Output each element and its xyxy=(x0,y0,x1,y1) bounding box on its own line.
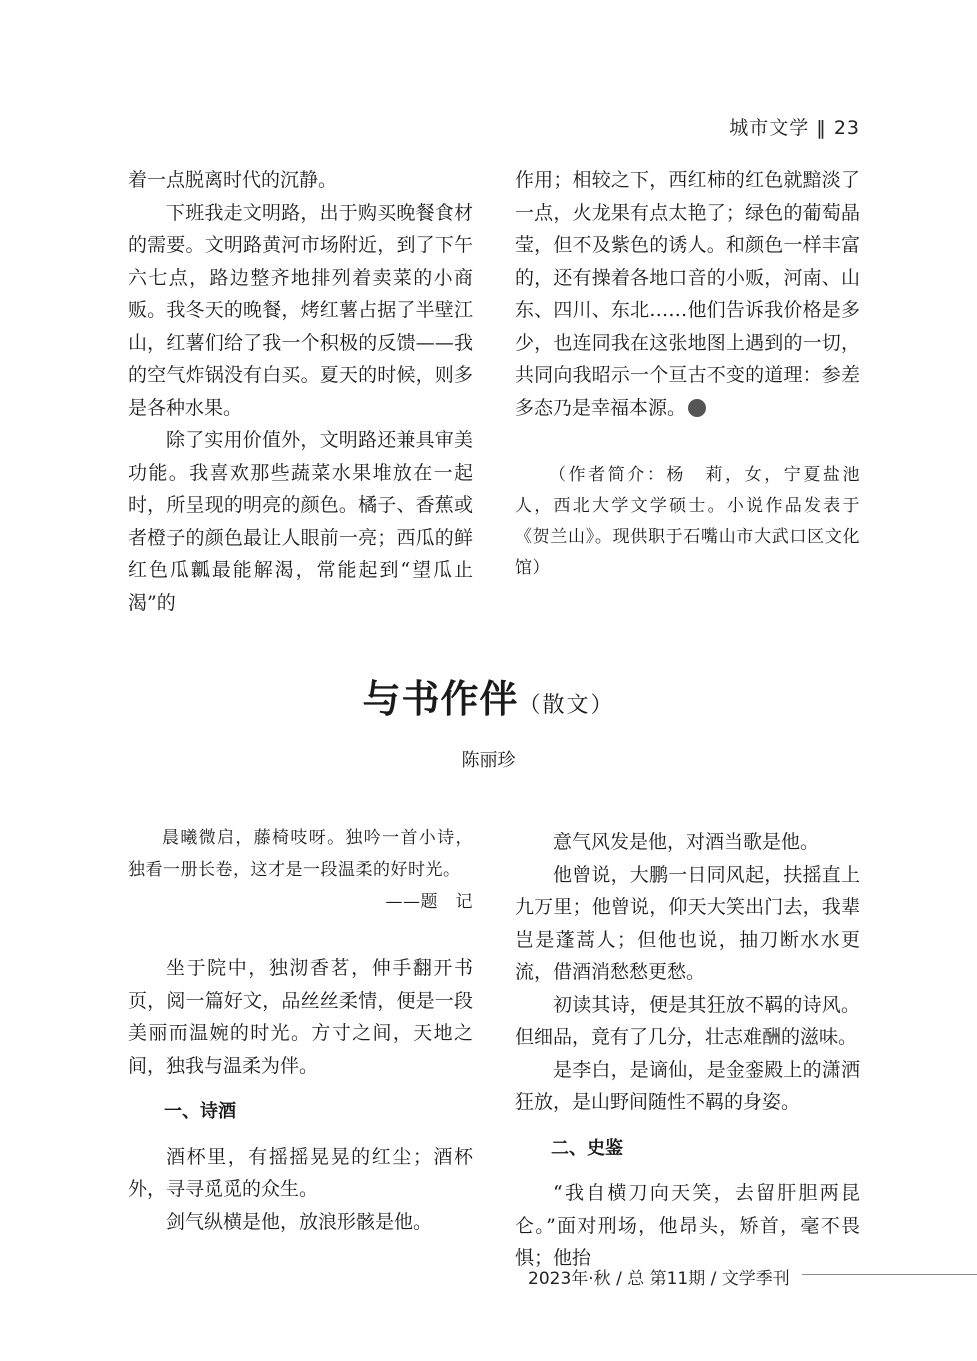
bottom-right-column xyxy=(515,826,860,1275)
paragraph: 酒杯里，有摇摇晃晃的红尘；酒杯外，寻寻觅觅的众生。 xyxy=(128,1145,473,1200)
paragraph: 意气风发是他，对酒当歌是他。 xyxy=(553,831,820,853)
paragraph: 是李白，是谪仙，是金銮殿上的潇洒狂放，是山野间随性不羁的身姿。 xyxy=(515,1058,860,1113)
section-heading: 一、诗酒 xyxy=(164,1101,236,1122)
paragraph: 他曾说，大鹏一日同风起，扶摇直上九万里；他曾说，仰天大笑出门去，我辈岂是蓬蒿人；但他也说，抽刀断水水更流，借酒消愁愁更愁。 xyxy=(515,863,860,983)
end-mark-icon xyxy=(688,399,706,417)
epigraph-signature: ——题 记 xyxy=(385,892,473,912)
footer: 2023年·秋 / 总 第11期 / 文学季刊 xyxy=(528,1269,790,1289)
paragraph: 除了实用价值外，文明路还兼具审美功能。我喜欢那些蔬菜水果堆放在一起时，所呈现的明亮的颜色。橘子、香蕉或者橙子的颜色最让人眼前一亮；西瓜的鲜红色瓜瓤最能解渴，常能起到“望瓜止渴”的 xyxy=(128,429,473,614)
article-author: 陈丽珍 xyxy=(461,750,516,771)
title-main: 与书作伴 xyxy=(362,677,519,721)
paragraph-text: 作用；相较之下，西红柿的红色就黯淡了一点，火龙果有点太艳了；绿色的葡萄晶莹，但不及紫色的诱人。和颜色一样丰富的，还有操着各地口音的小贩，河南、山东、四川、东北……他们告诉我价格是多少，也连同我在这张地图上遇到的一切，共同向我昭示一个亘古不变的道理：参差多态乃是幸福本源。 xyxy=(515,169,860,419)
paragraph: 剑气纵横是他，放浪形骸是他。 xyxy=(166,1210,433,1233)
bottom-left-body xyxy=(128,952,473,1238)
footer-rule xyxy=(802,1274,977,1275)
article-title xyxy=(0,668,977,723)
bottom-left-column xyxy=(128,822,473,918)
author-bio: （作者简介：杨 莉，女，宁夏盐池人，西北大学文学硕士。小说作品发表于《贺兰山》。现供职于石嘴山市大武口区文化馆） xyxy=(515,465,860,578)
epigraph: 晨曦微启，藤椅吱呀。独吟一首小诗，独看一册长卷，这才是一段温柔的好时光。 xyxy=(128,828,473,880)
section-heading: 二、史鉴 xyxy=(551,1137,623,1159)
paragraph: 初读其诗，便是其狂放不羁的诗风。但细品，竟有了几分，壮志难酬的滋味。 xyxy=(515,993,860,1048)
paragraph: 着一点脱离时代的沉静。 xyxy=(128,169,338,191)
top-right-column xyxy=(515,164,860,584)
running-head: 城市文学 ‖ 23 xyxy=(729,117,860,139)
paragraph xyxy=(515,164,860,424)
title-genre: （散文） xyxy=(518,693,615,718)
paragraph: 坐于院中，独沏香茗，伸手翻开书页，阅一篇好文，品丝丝柔情，便是一段美丽而温婉的时光。方寸之间，天地之间，独我与温柔为伴。 xyxy=(128,957,473,1077)
top-left-column xyxy=(128,164,473,619)
paragraph: “我自横刀向天笑，去留肝胆两昆仑。”面对刑场，他昂头，矫首，毫不畏惧；他抬 xyxy=(515,1182,860,1269)
paragraph: 下班我走文明路，出于购买晚餐食材的需要。文明路黄河市场附近，到了下午六七点，路边整齐地排列着卖菜的小商贩。我冬天的晚餐，烤红薯占据了半壁江山，红薯们给了我一个积极的反馈——我的空气炸锅没有白买。夏天的时候，则多是各种水果。 xyxy=(128,201,473,419)
